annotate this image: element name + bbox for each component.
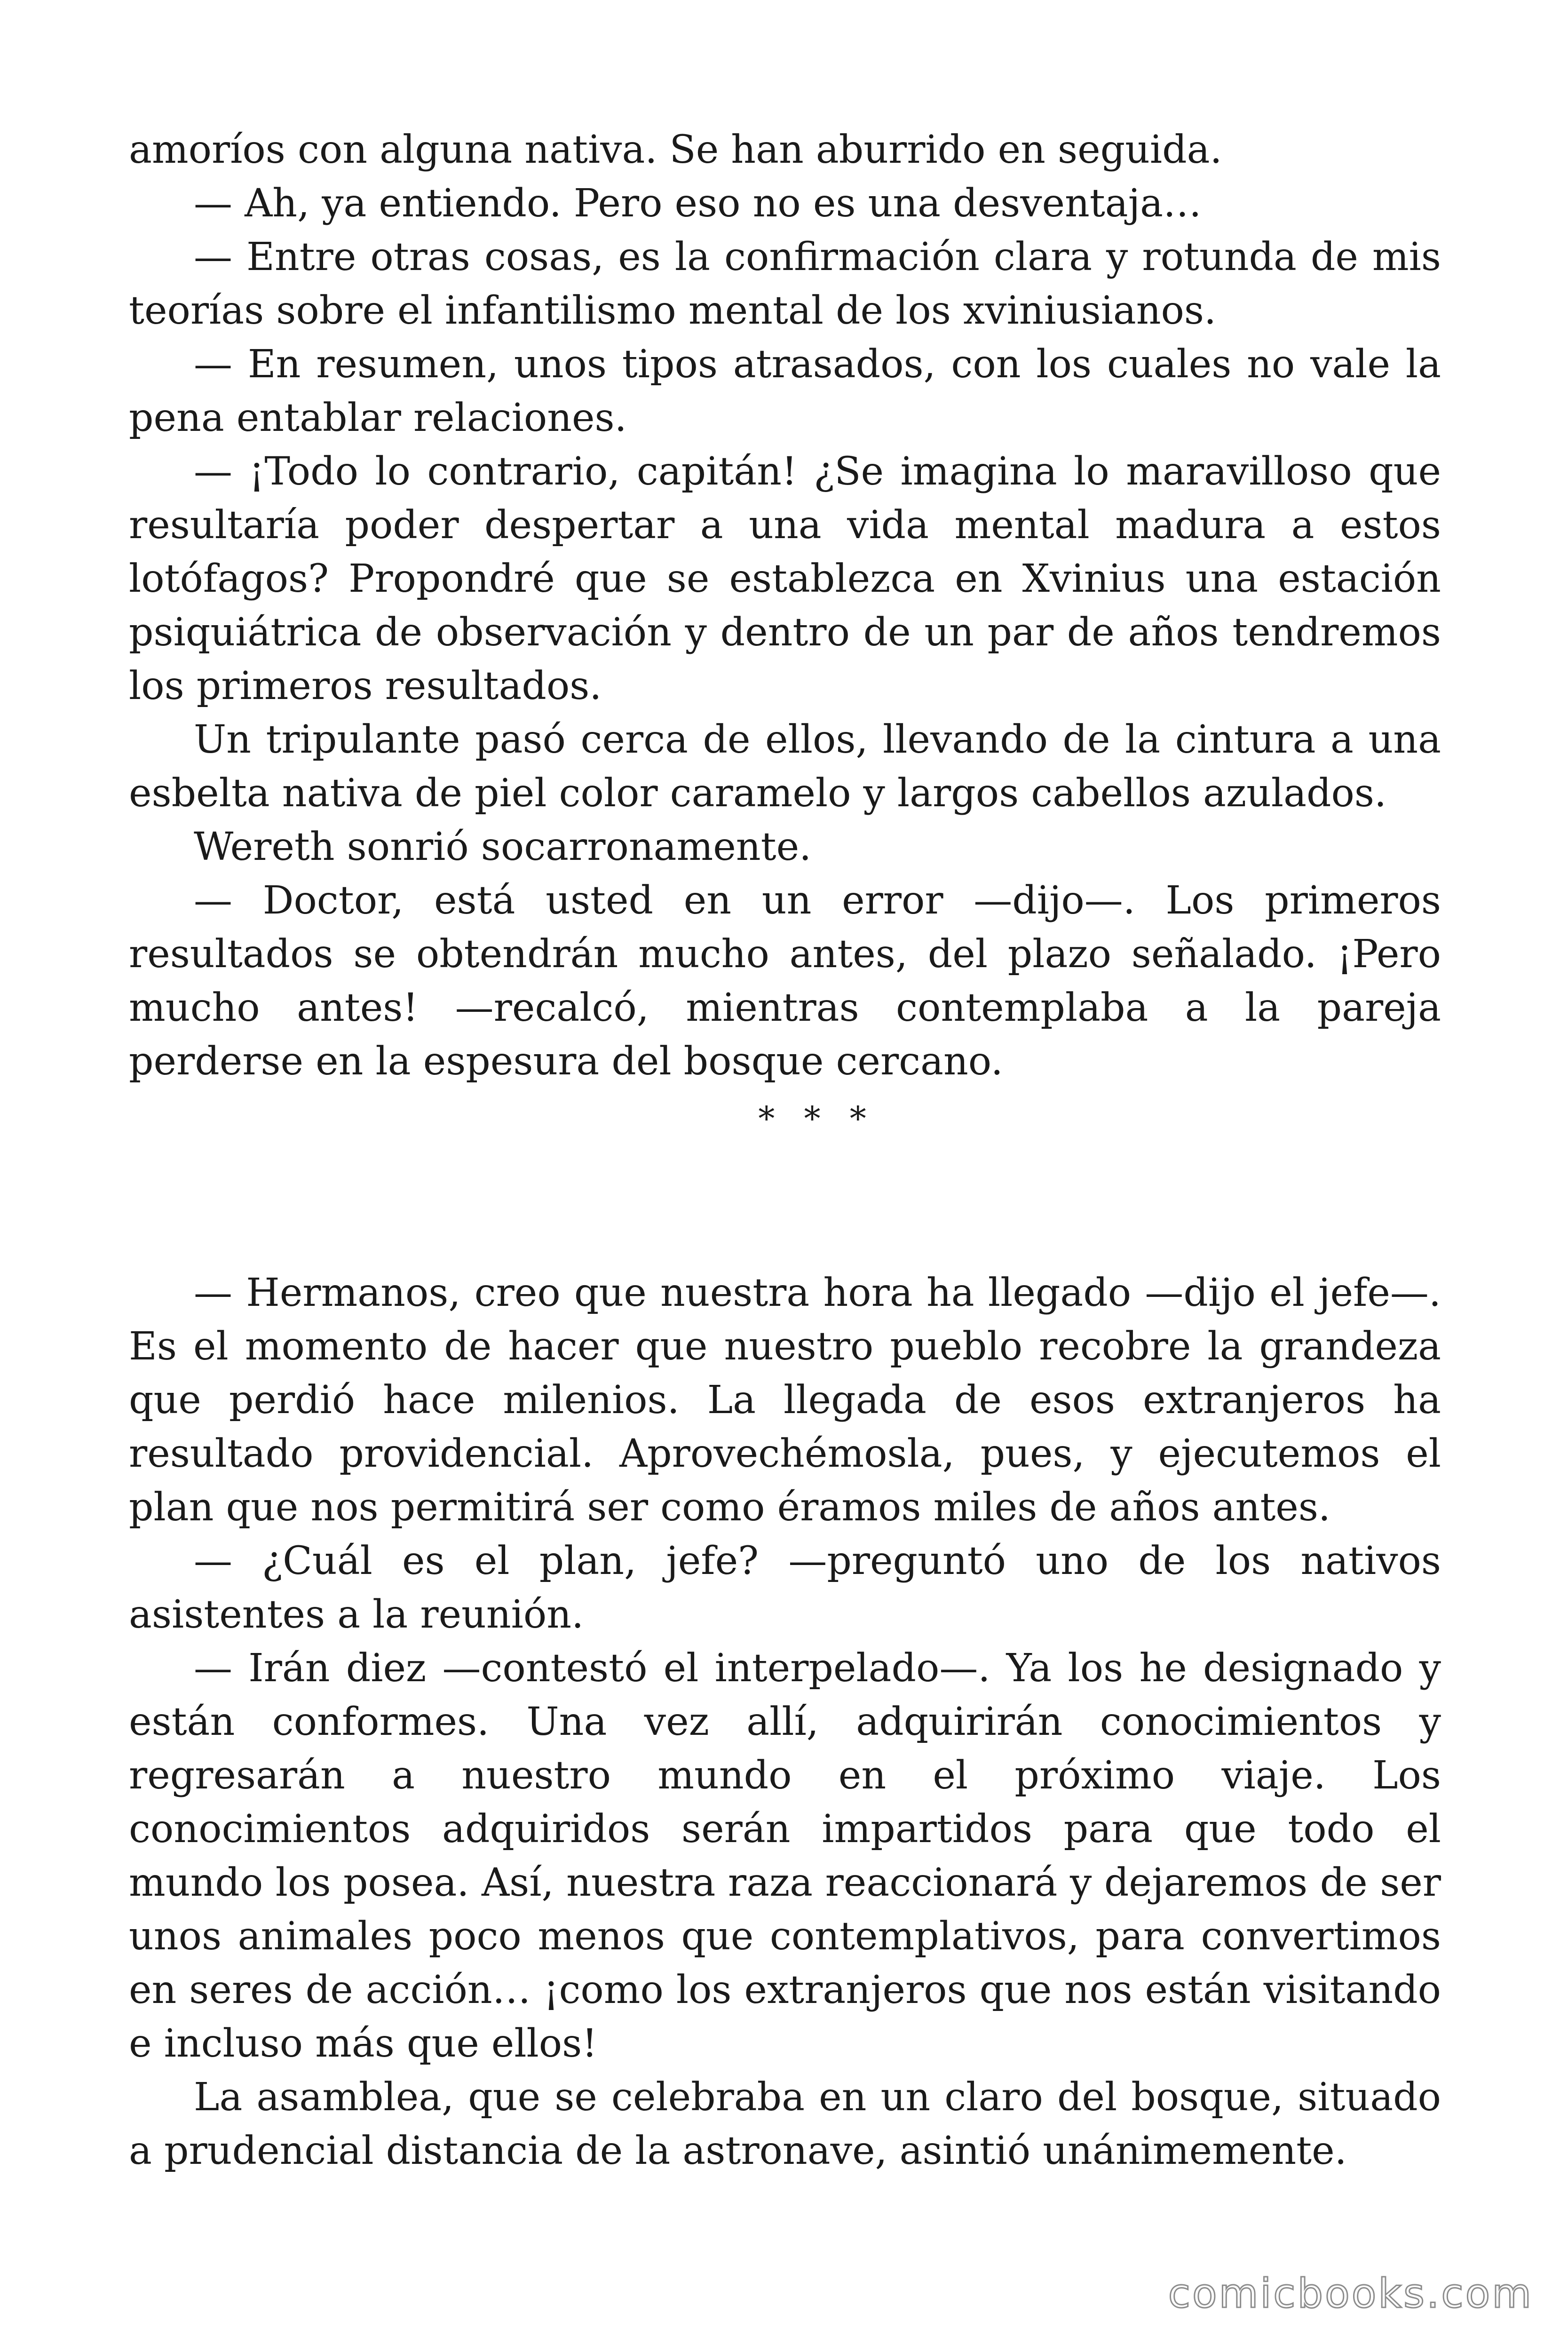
paragraph: — ¡Todo lo contrario, capitán! ¿Se imagina lo maravilloso que resultaría poder despertar a una vida mental madura a estos lotófagos? Propondré que se establezca en Xvinius una estación psiquiátrica de observación y dentro de un par de años tendremos los primeros resultados. <box>129 449 1441 708</box>
paragraph: Wereth sonrió socarronamente. <box>194 825 812 869</box>
paragraph: — ¿Cuál es el plan, jefe? —preguntó uno de los nativos asistentes a la reunión. <box>129 1539 1441 1637</box>
section-separator: * * * <box>758 1099 876 1138</box>
top-text-block <box>129 123 1441 1089</box>
paragraph: amoríos con alguna nativa. Se han aburrido en seguida. <box>129 127 1222 172</box>
paragraph: — En resumen, unos tipos atrasados, con los cuales no vale la pena entablar relaciones. <box>129 342 1441 440</box>
site-watermark: comicbooks.com <box>1168 2270 1533 2317</box>
paragraph: Un tripulante pasó cerca de ellos, llevando de la cintura a una esbelta nativa de piel color caramelo y largos cabellos azulados. <box>129 717 1441 816</box>
paragraph: — Hermanos, creo que nuestra hora ha llegado —dijo el jefe—. Es el momento de hacer que nuestro pueblo recobre la grandeza que perdió hace milenios. La llegada de esos extranjeros ha resultado providencial. Aprovechémosla, pues, y ejecutemos el plan que nos permitirá ser como éramos miles de años antes. <box>129 1271 1441 1530</box>
paragraph: La asamblea, que se celebraba en un claro del bosque, situado a prudencial distancia de la astronave, asintió unánimemente. <box>129 2075 1441 2173</box>
paragraph: — Doctor, está usted en un error —dijo—. Los primeros resultados se obtendrán mucho antes, del plazo señalado. ¡Pero mucho antes! —recalcó, mientras contemplaba a la pareja perderse en la espesura del bosque cercano. <box>129 878 1441 1084</box>
paragraph: — Entre otras cosas, es la confirmación clara y rotunda de mis teorías sobre el infantilismo mental de los xviniusianos. <box>129 235 1441 333</box>
paragraph: — Ah, ya entiendo. Pero eso no es una desventaja… <box>194 181 1202 226</box>
bottom-text-block <box>129 1266 1441 2178</box>
paragraph: — Irán diez —contestó el interpelado—. Ya los he designado y están conformes. Una vez allí, adquirirán conocimientos y regresarán a nuestro mundo en el próximo viaje. Los conocimientos adquiridos serán impartidos para que todo el mundo los posea. Así, nuestra raza reaccionará y dejaremos de ser unos animales poco menos que contemplativos, para convertimos en seres de acción… ¡como los extranjeros que nos están visitando e incluso más que ellos! <box>129 1646 1441 2066</box>
